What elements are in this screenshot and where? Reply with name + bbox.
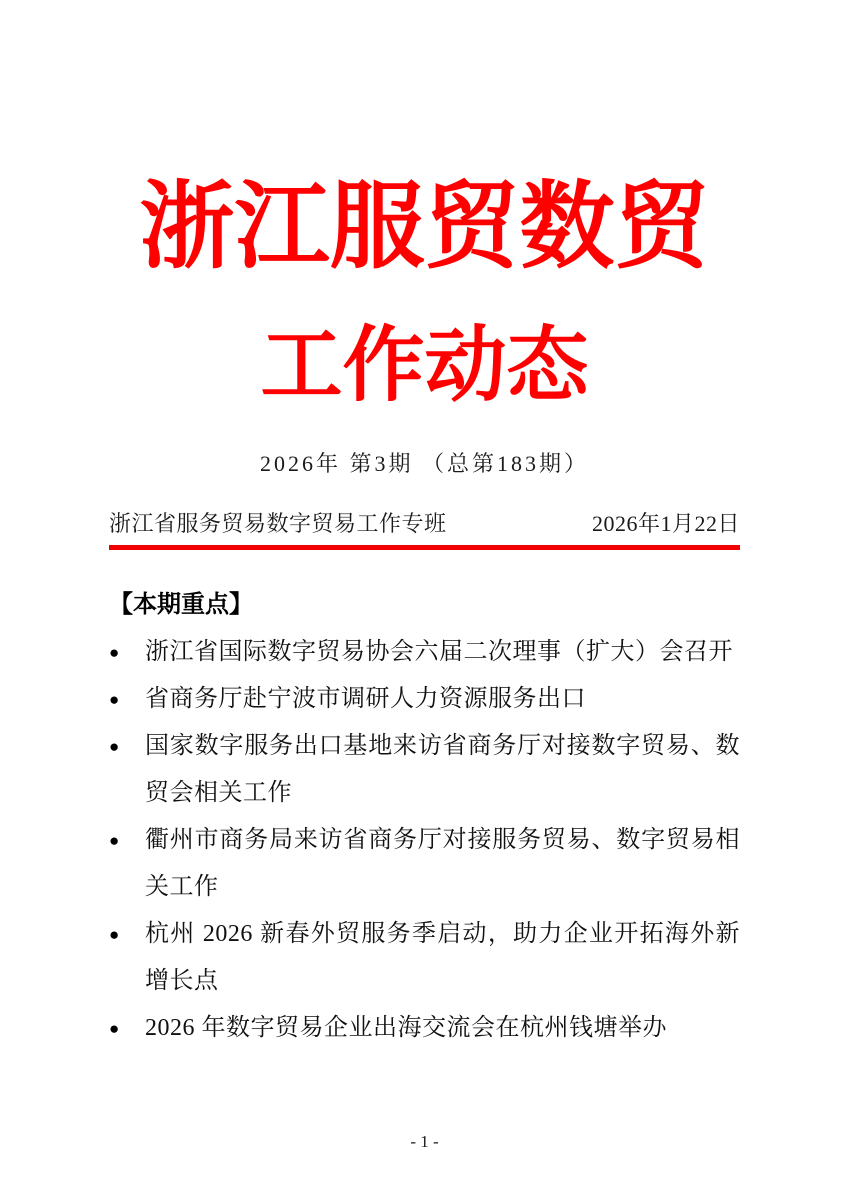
bullet-icon: ● (109, 737, 120, 756)
bulletin-title-line1: 浙江服贸数贸 (139, 174, 710, 280)
highlight-list (109, 629, 740, 1052)
publisher-name: 浙江省服务贸易数字贸易工作专班 (109, 511, 447, 536)
highlight-item-text: 杭州 2026 新春外贸服务季启动，助力企业开拓海外新增长点 (145, 921, 740, 994)
bullet-icon: ● (109, 831, 120, 850)
page-content (0, 170, 849, 1052)
highlight-item-text: 2026 年数字贸易企业出海交流会在杭州钱塘举办 (145, 1015, 667, 1041)
highlight-item-text: 国家数字服务出口基地来访省商务厅对接数字贸易、数贸会相关工作 (145, 733, 740, 806)
list-item (109, 1005, 740, 1052)
section-title-highlights: 【本期重点】 (109, 591, 253, 618)
bullet-icon: ● (109, 1019, 120, 1038)
issue-info: 2026年 第3期 （总第183期） (259, 451, 589, 476)
list-item (109, 629, 740, 676)
highlight-item-text: 衢州市商务局来访省商务厅对接服务贸易、数字贸易相关工作 (145, 827, 740, 900)
list-item (109, 723, 740, 817)
bulletin-title-line2: 工作动态 (260, 320, 589, 411)
red-divider-rule (109, 545, 740, 550)
bullet-icon: ● (109, 643, 120, 662)
list-item (109, 817, 740, 911)
list-item (109, 911, 740, 1005)
highlight-item-text: 省商务厅赴宁波市调研人力资源服务出口 (145, 686, 586, 712)
masthead (109, 170, 740, 479)
publisher-row (109, 509, 740, 539)
bullet-icon: ● (109, 690, 120, 709)
publication-date: 2026年1月22日 (591, 511, 740, 536)
page-number: - 1 - (410, 1132, 439, 1151)
list-item (109, 676, 740, 723)
highlight-item-text: 浙江省国际数字贸易协会六届二次理事（扩大）会召开 (145, 639, 733, 665)
bullet-icon: ● (109, 925, 120, 944)
